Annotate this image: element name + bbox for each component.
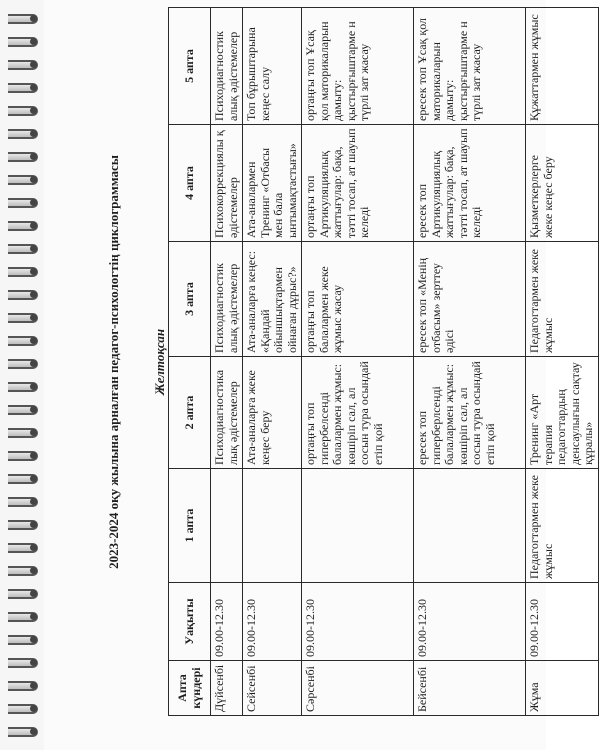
table-row	[302, 8, 414, 716]
cell-week-4: Психокоррекциялы қ әдістемелер	[211, 125, 243, 242]
cell-time: 09.00-12.30	[243, 583, 302, 661]
cell-week-3: ересек топ «Менің отбасым» зерттеу әдісі	[414, 242, 526, 357]
binding-hole	[30, 222, 37, 229]
spiral-binding	[0, 0, 44, 750]
binding-hole	[30, 245, 37, 252]
cell-week-4: ортаңғы топ Артикуляциялық жаттығулар: бақа, тәтті тосап, ат шауып келеді	[302, 125, 414, 242]
cell-week-4: Ата-аналармен Тренинг «Отбасы мен бала ынтымақтастығы»	[243, 125, 302, 242]
binding-hole	[30, 84, 37, 91]
cell-day: Сейсенбі	[243, 661, 302, 716]
binding-hole	[30, 590, 37, 597]
cell-day: Дүйсенбі	[211, 661, 243, 716]
schedule-table	[168, 7, 599, 716]
cell-week-5: Психодиагностик алық әдістемелер	[211, 8, 243, 125]
cell-day: Жұма	[526, 661, 599, 716]
cell-week-1	[414, 469, 526, 583]
binding-hole	[30, 475, 37, 482]
cell-week-1	[302, 469, 414, 583]
cell-week-4: ересек топ Артикуляциялық жаттығулар: бақа, тәтті тосап, ат шауып келеді	[414, 125, 526, 242]
rotated-content	[106, 8, 595, 716]
binding-hole	[30, 544, 37, 551]
binding-hole	[30, 38, 37, 45]
cell-week-5: ересек топ Ұсақ қол маторикаларын дамыту: қыстырғыштарме н түрлі зат жасау	[414, 8, 526, 125]
cell-week-1	[211, 469, 243, 583]
binding-hole	[30, 268, 37, 275]
binding-hole	[30, 176, 37, 183]
cell-week-2: ортаңғы топ гипербелсенді балалармен жұмыс: көшіріп сал, ал сосын тура осындай етіп қой	[302, 357, 414, 469]
binding-hole	[30, 659, 37, 666]
cell-week-1	[243, 469, 302, 583]
binding-hole	[30, 636, 37, 643]
binding-hole	[30, 567, 37, 574]
month-subtitle: Желтоқсан	[152, 328, 167, 396]
binding-hole	[30, 728, 37, 735]
binding-hole	[30, 199, 37, 206]
binding-hole	[30, 452, 37, 459]
table-header-row	[169, 8, 211, 716]
binding-hole	[30, 383, 37, 390]
binding-hole	[30, 337, 37, 344]
binding-hole	[30, 15, 37, 22]
cell-week-2: Ата-аналарға жеке кеңес беру	[243, 357, 302, 469]
cell-day: Бейсенбі	[414, 661, 526, 716]
binding-hole	[30, 682, 37, 689]
binding-hole	[30, 613, 37, 620]
document-page	[44, 0, 595, 750]
table-row	[414, 8, 526, 716]
table-row	[211, 8, 243, 716]
cell-week-5: Топ бұрыштарына кеңес салу	[243, 8, 302, 125]
cell-week-3: ортаңғы топ балалармен жеке жұмыс жасау	[302, 242, 414, 357]
table-row	[243, 8, 302, 716]
binding-hole	[30, 498, 37, 505]
cell-week-1: Педагогтармен жеке жұмыс	[526, 469, 599, 583]
cell-week-3: Ата-аналарға кеңес: «Қандай ойыншықтармен ойнаған дұрыс?»	[243, 242, 302, 357]
cell-time: 09.00-12.30	[526, 583, 599, 661]
header-time: Уақыты	[169, 583, 211, 661]
cell-week-2: Психодиагностика лық әдістемелер	[211, 357, 243, 469]
cell-week-3: Педагогтармен жеке жұмыс	[526, 242, 599, 357]
binding-hole	[30, 314, 37, 321]
header-week-3: 3 апта	[169, 242, 211, 357]
cell-time: 09.00-12.30	[211, 583, 243, 661]
cell-week-5: Құжаттармен жұмыс	[526, 8, 599, 125]
cell-time: 09.00-12.30	[302, 583, 414, 661]
cell-week-2: Тренинг «Арт терапия педагогтардың денсаулығын сақтау құралы»	[526, 357, 599, 469]
cell-time: 09.00-12.30	[414, 583, 526, 661]
binding-hole	[30, 406, 37, 413]
binding-hole	[30, 360, 37, 367]
binding-hole	[30, 429, 37, 436]
cell-week-3: Психодиагностик алық әдістемелер	[211, 242, 243, 357]
binding-hole	[30, 521, 37, 528]
binding-hole	[30, 153, 37, 160]
cell-week-2: ересек топ гиперберлсенді балалармен жұмыс: көшіріп сал, ал сосын тура осындай етіп қой	[414, 357, 526, 469]
binding-hole	[30, 61, 37, 68]
binding-hole	[30, 291, 37, 298]
header-week-5: 5 апта	[169, 8, 211, 125]
binding-hole	[30, 107, 37, 114]
header-week-4: 4 апта	[169, 125, 211, 242]
header-week-1: 1 апта	[169, 469, 211, 583]
cell-week-5: ортаңғы топ Ұсақ қол маторикаларын дамыту: қыстырғыштарме н түрлі зат жасау	[302, 8, 414, 125]
binding-hole	[30, 130, 37, 137]
cell-day: Сәрсенбі	[302, 661, 414, 716]
binding-hole	[30, 705, 37, 712]
table-row	[526, 8, 599, 716]
header-week-2: 2 апта	[169, 357, 211, 469]
header-days: Апта күндері	[169, 661, 211, 716]
cell-week-4: Қызметкерлерге жеке кеңес беру	[526, 125, 599, 242]
document-title: 2023-2024 оқу жылына арналған педагог-психологтің циклограммасы	[106, 155, 121, 569]
